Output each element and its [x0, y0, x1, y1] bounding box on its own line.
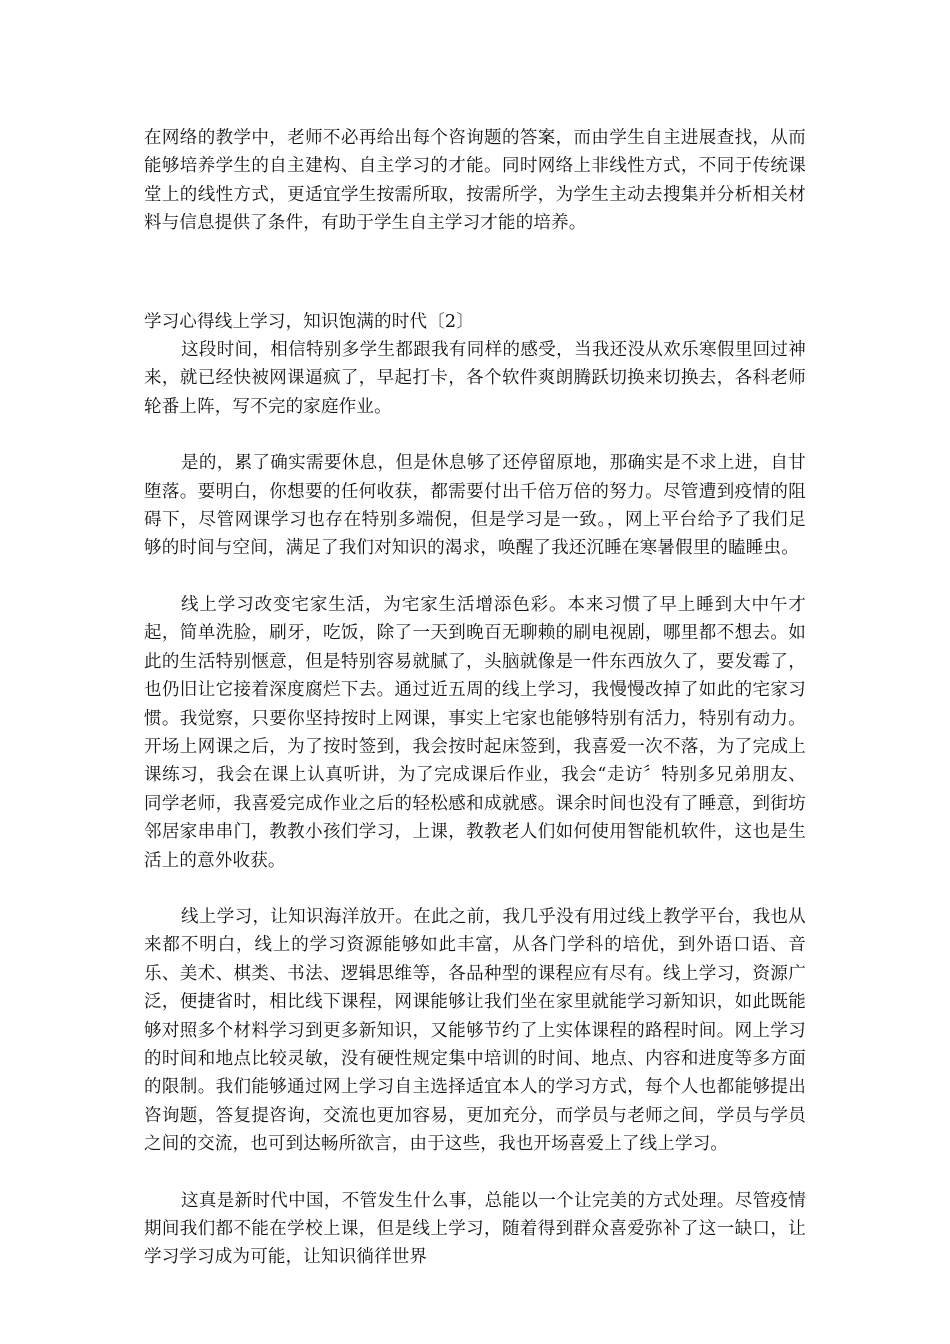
paragraph-spacer — [144, 563, 806, 591]
paragraph-spacer — [144, 1159, 806, 1187]
section-spacer — [144, 238, 806, 308]
intro-paragraph: 在网络的教学中，老师不必再给出每个咨询题的答案，而由学生自主进展查找，从而能够培养学生的自主建构、自主学习的才能。同时网络上非线性方式，不同于传统课堂上的线性方式，更适宜学生按需所取，按需所学，为学生主动去搜集并分析相关材料与信息提供了条件，有助于学生自主学习才能的培养。 — [144, 128, 806, 234]
body-paragraph-3: 线上学习改变宅家生活，为宅家生活增添色彩。本来习惯了早上睡到大中午才起，简单洗脸，刷牙，吃饭，除了一天到晚百无聊赖的刷电视剧，哪里都不想去。如此的生活特别惬意，但是特别容易就腻了，头脑就像是一件东西放久了，要发霉了，也仍旧让它接着深度腐烂下去。通过近五周的线上学习，我慢慢改掉了如此的宅家习惯。我觉察，只要你坚持按时上网课，事实上宅家也能够特别有活力，特别有动力。开场上网课之后，为了按时签到，我会按时起床签到，我喜爱一次不落，为了完成上课练习，我会在课上认真听讲，为了完成课后作业，我会“走访〞特别多兄弟朋友、同学老师，我喜爱完成作业之后的轻松感和成就感。课余时间也没有了睡意，到街坊邻居家串串门，教教小孩们学习，上课，教教老人们如何使用智能机软件，这也是生活上的意外收获。 — [144, 594, 806, 871]
body-paragraph-5: 这真是新时代中国，不管发生什么事，总能以一个让完美的方式处理。尽管疫情期间我们都不能在学校上课，但是线上学习，随着得到群众喜爱弥补了这一缺口，让学习学习成为可能，让知识徜徉世界 — [144, 1190, 806, 1268]
body-paragraph-4: 线上学习，让知识海洋放开。在此之前，我几乎没有用过线上教学平台，我也从来都不明白，线上的学习资源能够如此丰富，从各门学科的培优，到外语口语、音乐、美术、棋类、书法、逻辑思维等，各品种型的课程应有尽有。线上学习，资源广泛，便捷省时，相比线下课程，网课能够让我们坐在家里就能学习新知识，如此既能够对照多个材料学习到更多新知识，又能够节约了上实体课程的路程时间。网上学习的时间和地点比较灵敏，没有硬性规定集中培训的时间、地点、内容和进度等多方面的限制。我们能够通过网上学习自主选择适宜本人的学习方式，每个人也都能够提出咨询题，答复提咨询，交流也更加容易，更加充分，而学员与老师之间，学员与学员之间的交流，也可到达畅所欲言，由于这些，我也开场喜爱上了线上学习。 — [144, 906, 806, 1155]
paragraph-spacer — [144, 421, 806, 449]
body-paragraph-1: 这段时间，相信特别多学生都跟我有同样的感受，当我还没从欢乐寒假里回过神来，就已经快被网课逼疯了，早起打卡，各个软件爽朗腾跃切换来切换去，各科老师轮番上阵，写不完的家庭作业。 — [144, 340, 806, 417]
document-page — [144, 124, 806, 1272]
paragraph-spacer — [144, 875, 806, 903]
section-title: 学习心得线上学习，知识饱满的时代〔2〕 — [144, 311, 474, 332]
body-paragraph-2: 是的，累了确实需要休息，但是休息够了还停留原地，那确实是不求上进，自甘堕落。要明白，你想要的任何收获，都需要付出千倍万倍的努力。尽管遭到疫情的阻碍下，尽管网课学习也存在特别多端倪，但是学习是一致。，网上平台给予了我们足够的时间与空间，满足了我们对知识的渴求，唤醒了我还沉睡在寒暑假里的瞌睡虫。 — [144, 453, 806, 559]
